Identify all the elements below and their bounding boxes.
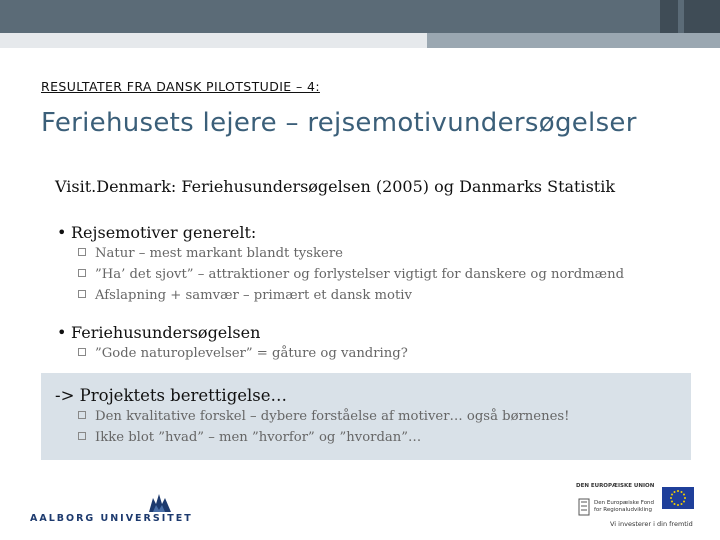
sub-bullet-text: Natur – mest markant blandt tyskere xyxy=(95,246,343,261)
eu-logo-block xyxy=(574,480,700,530)
aau-logo-icon xyxy=(145,492,175,514)
bullet-heading xyxy=(57,223,256,242)
square-bullet-icon xyxy=(78,290,86,298)
top-banner-block xyxy=(684,0,702,33)
slide-title: Feriehusets lejere – rejsemotivundersøgelser xyxy=(41,108,637,138)
eu-flag-icon xyxy=(662,487,694,509)
top-banner-strip xyxy=(0,33,427,48)
eu-emblem-icon xyxy=(578,498,590,516)
bullet-heading xyxy=(57,323,260,342)
sub-bullet-text: ”Ha’ det sjovt” – attraktioner og forlystelser vigtigt for danskere og nordmænd xyxy=(95,267,625,282)
university-name: AALBORG UNIVERSITET xyxy=(30,513,193,524)
top-banner-accent xyxy=(427,33,720,48)
square-bullet-icon xyxy=(78,411,86,419)
sub-bullet xyxy=(78,267,624,282)
slide-kicker: RESULTATER FRA DANSK PILOTSTUDIE – 4: xyxy=(41,79,320,94)
sub-bullet-text: Afslapning + samvær – primært et dansk motiv xyxy=(95,288,412,303)
source-line: Visit.Denmark: Feriehusundersøgelsen (2005) og Danmarks Statistik xyxy=(55,177,616,196)
sub-bullet xyxy=(78,430,421,445)
square-bullet-icon xyxy=(78,269,86,277)
top-banner xyxy=(0,0,720,33)
square-bullet-icon xyxy=(78,432,86,440)
bullet-dot-icon: • xyxy=(57,323,67,342)
highlight-heading: -> Projektets berettigelse… xyxy=(55,386,288,405)
sub-bullet xyxy=(78,346,408,361)
sub-bullet-text: ”Gode naturoplevelser” = gåture og vandring? xyxy=(95,346,408,361)
sub-bullet xyxy=(78,288,412,303)
bullet-dot-icon: • xyxy=(57,223,67,242)
eu-line: Den Europæiske Fond xyxy=(594,500,655,506)
top-banner-block xyxy=(702,0,720,33)
bullet-heading-text: Feriehusundersøgelsen xyxy=(71,323,261,342)
eu-line: Vi investerer i din fremtid xyxy=(610,520,693,528)
eu-line: for Regionaludvikling xyxy=(594,507,653,513)
sub-bullet xyxy=(78,409,569,424)
eu-line: DEN EUROPÆISKE UNION xyxy=(576,483,655,489)
square-bullet-icon xyxy=(78,348,86,356)
top-banner-block xyxy=(660,0,678,33)
bullet-heading-text: Rejsemotiver generelt: xyxy=(71,223,257,242)
sub-bullet xyxy=(78,246,343,261)
sub-bullet-text: Ikke blot ”hvad” – men ”hvorfor” og ”hvordan”… xyxy=(95,430,422,445)
sub-bullet-text: Den kvalitative forskel – dybere forståelse af motiver… også børnenes! xyxy=(95,409,570,424)
square-bullet-icon xyxy=(78,248,86,256)
